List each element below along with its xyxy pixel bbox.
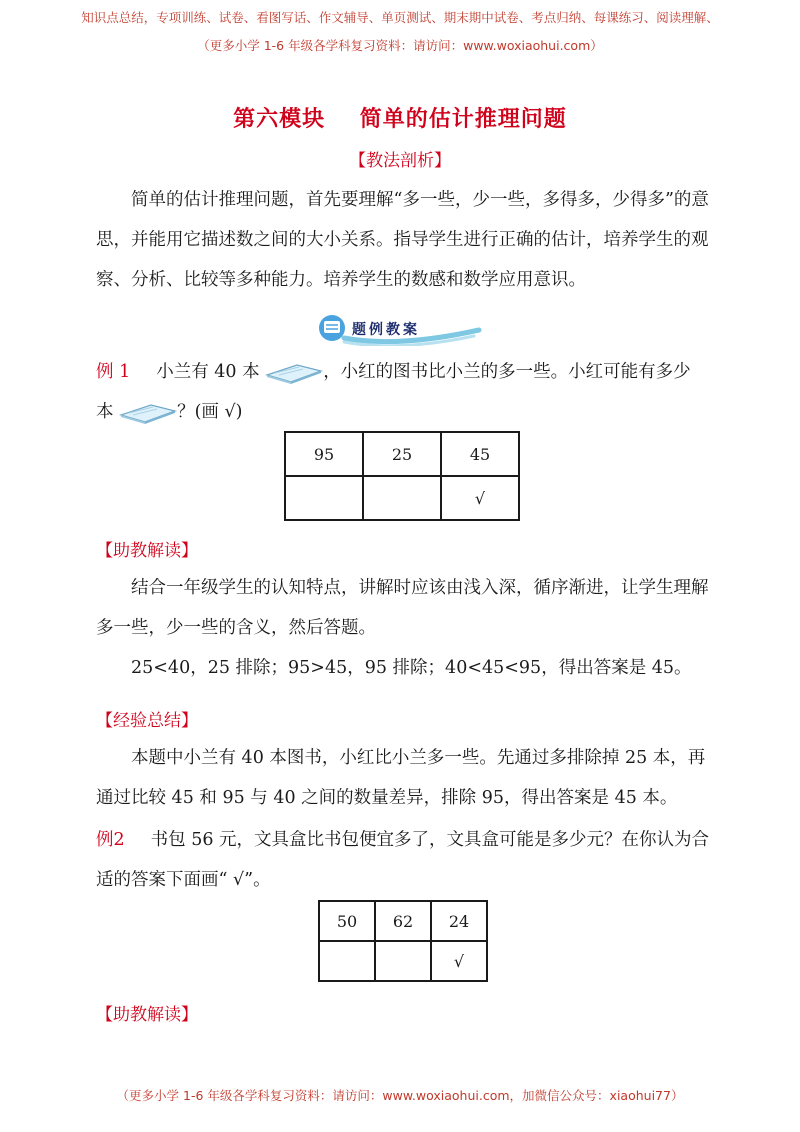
experience-paragraph: 本题中小兰有 40 本图书，小红比小兰多一些。先通过多排除掉 25 本，再通过比较 45 和 95 与 40 之间的数量差异，排除 95，得出答案是 45 本。 [96, 748, 706, 808]
option-cell: 62 [375, 901, 431, 941]
mark-cell [363, 476, 441, 520]
header-line-1: 知识点总结，专项训练、试卷、看图写话、作文辅导、单页测试、期末期中试卷、考点归纳、每课练习、阅读理解、 [81, 10, 719, 25]
option-cell: 45 [441, 432, 519, 476]
option-cell: 24 [431, 901, 487, 941]
example-2-text-a: 书包 56 元，文具盒比书包便宜多了，文具盒可能是多少元？在你认为合 [150, 830, 710, 850]
table-row [285, 476, 519, 520]
banner-label: 题例教案 [352, 322, 420, 338]
example-1-text-b: ，小红的图书比小兰的多一些。小红可能有多少 [323, 362, 691, 382]
example-2-line-1 [96, 820, 709, 860]
table-row [319, 901, 487, 941]
footer-line: （更多小学 1-6 年级各学科复习资料：请访问：www.woxiaohui.com，加微信公众号：xiaohui77） [116, 1088, 684, 1103]
assist-1-paragraph: 结合一年级学生的认知特点，讲解时应该由浅入深，循序渐进，让学生理解多一些，少一些的含义，然后答题。 [96, 578, 709, 638]
option-cell: 95 [285, 432, 363, 476]
mark-cell [375, 941, 431, 981]
example-1-line-2 [96, 392, 242, 432]
example-1-line-1 [96, 352, 691, 392]
example-1-text-a: 小兰有 40 本 [156, 362, 260, 382]
section-teaching-analysis: 【教法剖析】 [349, 151, 451, 171]
option-cell: 25 [363, 432, 441, 476]
example-2-line-2: 适的答案下面画“ √”。 [96, 870, 271, 890]
intro-paragraph: 简单的估计推理问题，首先要理解“多一些，少一些，多得多，少得多”的意思，并能用它描述数之间的大小关系。指导学生进行正确的估计，培养学生的观察、分析、比较等多种能力。培养学生的数感和数学应用意识。 [96, 190, 709, 290]
table-row [285, 432, 519, 476]
mark-cell: √ [431, 941, 487, 981]
example-1-text-d: ？(画 √) [177, 402, 243, 422]
book-icon [119, 401, 177, 425]
header-line-2: （更多小学 1-6 年级各学科复习资料：请访问：www.woxiaohui.com） [197, 38, 603, 53]
example-banner [314, 312, 484, 346]
example-1-text-c: 本 [96, 402, 114, 422]
section-assist-reading-2: 【助教解读】 [96, 1005, 198, 1025]
section-experience-summary: 【经验总结】 [96, 711, 198, 731]
example-2-label: 例2 [96, 830, 125, 850]
mark-cell [319, 941, 375, 981]
assist-1-comparison: 25<40，25 排除；95>45，95 排除；40<45<95，得出答案是 45。 [131, 658, 692, 678]
example-1-answer-table [284, 431, 520, 521]
page-title: 第六模块 简单的估计推理问题 [233, 107, 567, 132]
option-cell: 50 [319, 901, 375, 941]
book-icon [265, 361, 323, 385]
example-2-answer-table [318, 900, 488, 982]
mark-cell [285, 476, 363, 520]
section-assist-reading-1: 【助教解读】 [96, 541, 198, 561]
mark-cell: √ [441, 476, 519, 520]
example-1-label: 例 1 [96, 362, 131, 382]
table-row [319, 941, 487, 981]
